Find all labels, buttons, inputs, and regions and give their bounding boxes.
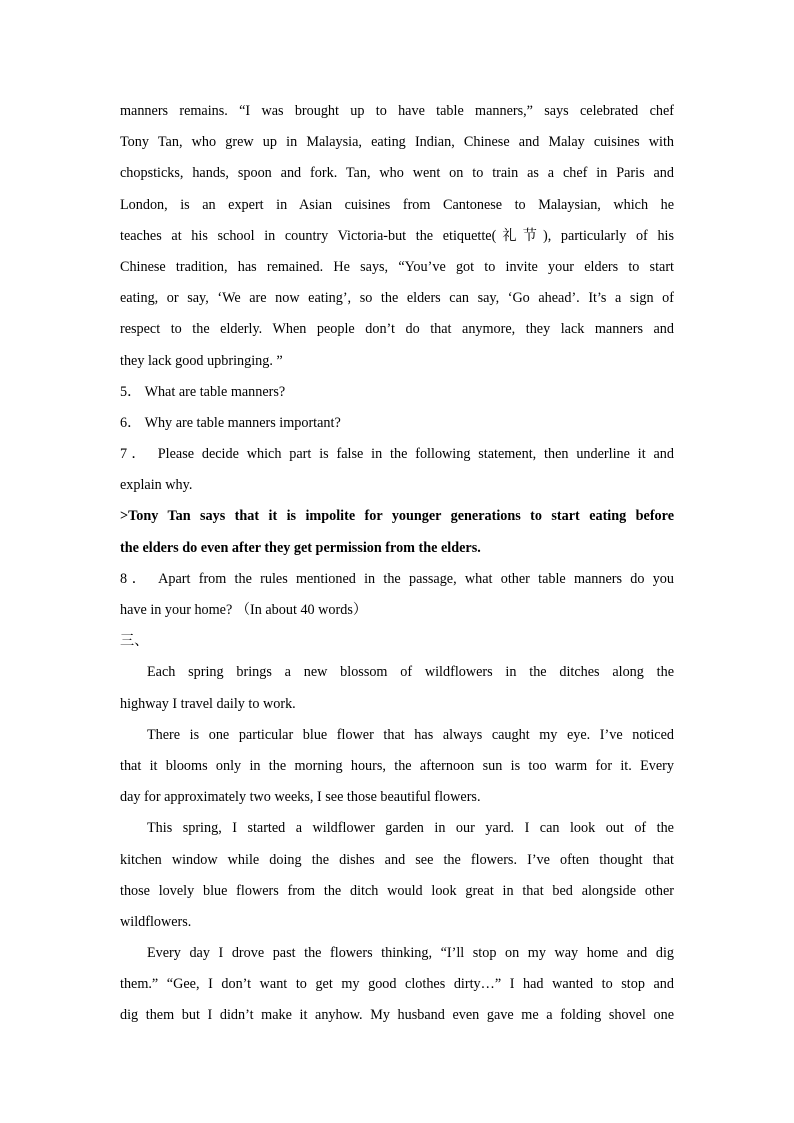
section-three-line: kitchen window while doing the dishes and see the flowers. I’ve often thought that [120, 851, 674, 868]
passage-line: respect to the elderly. When people don’t do that anymore, they lack manners and [120, 321, 674, 338]
section-three-line: those lovely blue flowers from the ditch would look great in that bed alongside other [120, 882, 674, 899]
section-three-heading: 三、 [120, 633, 149, 650]
section-three-line: wildflowers. [120, 913, 192, 930]
passage-line: manners remains. “I was brought up to have table manners,” says celebrated chef [120, 103, 674, 119]
section-three-line: day for approximately two weeks, I see those beautiful flowers. [120, 789, 481, 806]
false-statement-line: the elders do even after they get permission from the elders. [120, 539, 481, 556]
passage-line: Tony Tan, who grew up in Malaysia, eating Indian, Chinese and Malay cuisines with [120, 134, 674, 151]
section-three-line: dig them but I didn’t make it anyhow. My husband even gave me a folding shovel one [120, 1007, 674, 1024]
section-three-line: that it blooms only in the morning hours, the afternoon sun is too warm for it. Every [120, 757, 674, 774]
section-three-line: Each spring brings a new blossom of wildflowers in the ditches along the [147, 664, 674, 681]
reading-passage [120, 96, 674, 377]
page-content [120, 96, 674, 1032]
question-8-line: 8． Apart from the rules mentioned in the passage, what other table manners do you [120, 570, 674, 587]
section-three-passage [120, 657, 674, 1031]
question-8-line: have in your home? （In about 40 words） [120, 602, 368, 618]
passage-line: they lack good upbringing. ” [120, 352, 283, 369]
passage-line: London, is an expert in Asian cuisines from Cantonese to Malaysian, which he [120, 196, 674, 213]
question-7-line: explain why. [120, 477, 193, 494]
section-three-line: There is one particular blue flower that has always caught my eye. I’ve noticed [147, 726, 674, 743]
false-statement-line: >Tony Tan says that it is impolite for younger generations to start eating before [120, 508, 674, 525]
passage-line: chopsticks, hands, spoon and fork. Tan, who went on to train as a chef in Paris and [120, 165, 674, 182]
question-7-line: 7． Please decide which part is false in the following statement, then underline it and [120, 446, 674, 463]
question-list [120, 377, 674, 627]
section-three-line: them.” “Gee, I don’t want to get my good clothes dirty…” I had wanted to stop and [120, 976, 674, 993]
passage-line: eating, or say, ‘We are now eating’, so the elders can say, ‘Go ahead’. It’s a sign of [120, 290, 674, 307]
question-6: 6． Why are table manners important? [120, 414, 341, 431]
section-three-line: This spring, I started a wildflower garden in our yard. I can look out of the [147, 820, 674, 837]
passage-line: teaches at his school in country Victoria-but the etiquette(礼节), particularly of his [120, 227, 674, 244]
question-5: 5． What are table manners? [120, 383, 286, 400]
section-three-line: highway I travel daily to work. [120, 695, 296, 712]
section-three-line: Every day I drove past the flowers thinking, “I’ll stop on my way home and dig [147, 945, 674, 962]
passage-line: Chinese tradition, has remained. He says, “You’ve got to invite your elders to start [120, 258, 674, 275]
